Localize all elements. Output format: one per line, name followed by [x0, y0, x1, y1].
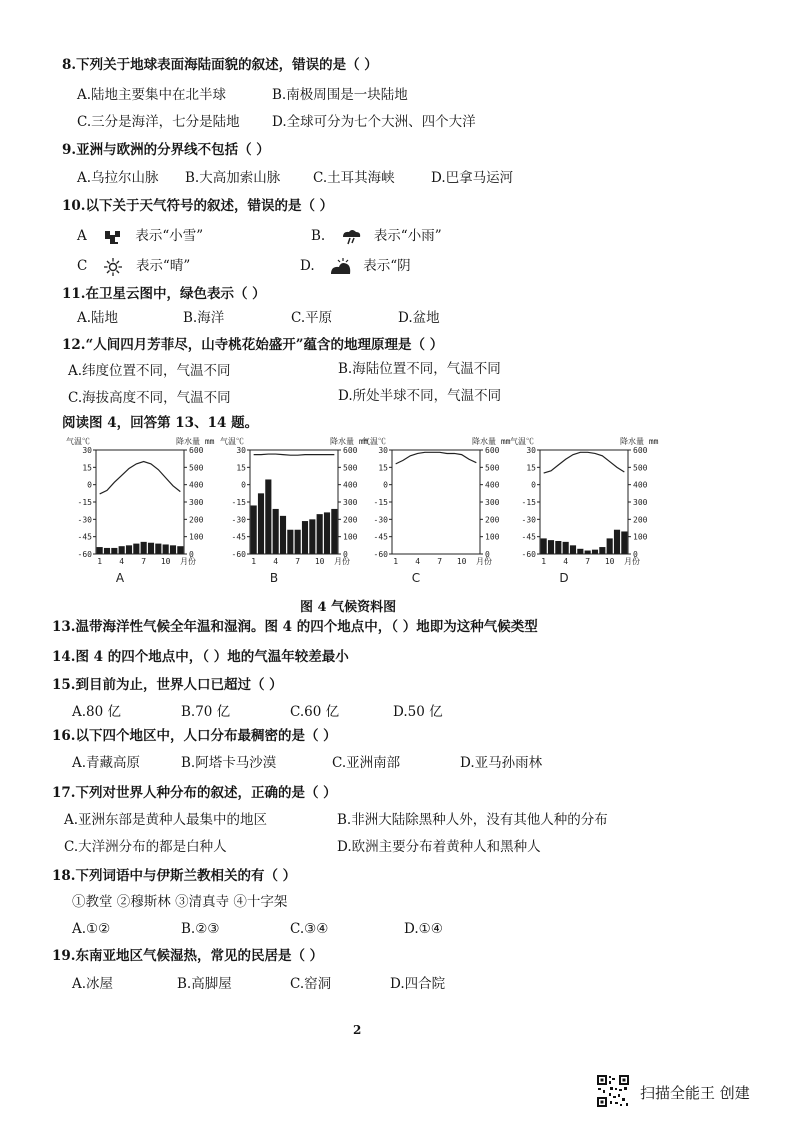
precip-bar [273, 509, 279, 554]
q15-option-b: B.70 亿 [181, 704, 231, 720]
temp-tick-label: -15 [373, 498, 388, 507]
temp-tick-label: -60 [77, 550, 92, 559]
left-axis-title: 气温℃ [362, 437, 386, 446]
precip-bar [621, 531, 627, 554]
temp-tick-label: -30 [231, 515, 246, 525]
month-tick-label: 10 [456, 557, 467, 566]
temp-tick-label: -15 [77, 498, 92, 507]
temp-tick-label: 0 [383, 480, 388, 490]
month-tick-label: 1 [541, 557, 547, 566]
precip-bar [302, 521, 308, 554]
climate-chart-a [66, 432, 215, 586]
precip-tick-label: 600 [189, 446, 204, 455]
month-tick-label: 7 [141, 557, 147, 566]
right-axis-title: 降水量 mm [330, 437, 369, 446]
precip-bar [309, 519, 315, 554]
precip-bar [287, 530, 293, 554]
month-tick-label: 10 [314, 557, 325, 566]
q18-option-d: D.①④ [404, 921, 443, 937]
q16-option-b: B.阿塔卡马沙漠 [181, 755, 277, 771]
chart-letter-label: D [559, 571, 569, 585]
temp-tick-label: 0 [531, 480, 536, 490]
question-18-stem: 18.下列词语中与伊斯兰教相关的有（ ） [52, 868, 297, 884]
month-unit-label: 月份 [624, 557, 640, 566]
q18-items: ①教堂 ②穆斯林 ③清真寺 ④十字架 [72, 894, 288, 910]
temp-tick-label: 15 [82, 463, 92, 473]
precip-bar [133, 544, 139, 554]
temp-tick-label: 0 [241, 480, 246, 490]
temp-tick-label: -60 [521, 550, 536, 559]
q12-option-d: D.所处半球不同，气温不同 [338, 388, 502, 404]
precip-tick-label: 0 [343, 550, 348, 559]
q11-option-c: C.平原 [291, 310, 333, 326]
precip-tick-label: 100 [189, 532, 204, 542]
precip-tick-label: 600 [485, 446, 500, 455]
precip-bar [599, 547, 605, 554]
q17-option-c: C.大洋洲分布的都是白种人 [64, 839, 227, 855]
question-14-stem: 14.图 4 的四个地点中，（ ）地的气温年较差最小 [52, 649, 349, 665]
precip-bar [177, 546, 183, 554]
month-tick-label: 1 [251, 557, 257, 566]
q11-option-a: A.陆地 [77, 310, 119, 326]
precip-bar [111, 548, 117, 554]
q19-option-d: D.四合院 [390, 976, 446, 992]
climate-chart-c [362, 432, 511, 586]
right-axis-title: 降水量 mm [472, 437, 511, 446]
temperature-line [100, 462, 181, 494]
q9-option-a: A.乌拉尔山脉 [77, 170, 159, 186]
rain-cloud-icon [340, 228, 362, 246]
precip-bar [548, 540, 554, 554]
month-tick-label: 7 [585, 557, 591, 566]
precip-bar [317, 514, 323, 554]
question-9-stem: 9.亚洲与欧洲的分界线不包括（ ） [62, 142, 270, 158]
q15-option-c: C.60 亿 [290, 704, 340, 720]
temp-tick-label: -45 [373, 532, 388, 542]
q12-option-b: B.海陆位置不同，气温不同 [338, 361, 501, 377]
precip-tick-label: 400 [343, 480, 358, 490]
temp-tick-label: -15 [231, 498, 246, 507]
precip-bar [555, 541, 561, 554]
month-tick-label: 1 [393, 557, 399, 566]
question-11-stem: 11.在卫星云图中，绿色表示（ ） [62, 286, 266, 302]
temp-tick-label: -30 [77, 515, 92, 525]
question-10-stem: 10.以下关于天气符号的叙述，错误的是（ ） [62, 198, 334, 214]
month-tick-label: 10 [604, 557, 615, 566]
climate-chart-b [220, 432, 369, 586]
precip-tick-label: 100 [633, 532, 648, 542]
precip-bar [155, 544, 161, 554]
temp-tick-label: 30 [526, 446, 536, 455]
precip-bar [295, 530, 301, 554]
month-tick-label: 4 [415, 557, 421, 566]
q10-option-c [77, 257, 190, 276]
q9-option-b: B.大高加索山脉 [185, 170, 281, 186]
temp-tick-label: -60 [231, 550, 246, 559]
precip-tick-label: 200 [633, 515, 648, 525]
precip-bar [119, 546, 125, 554]
temp-tick-label: 0 [87, 480, 92, 490]
temp-tick-label: 15 [526, 463, 536, 473]
qr-code-icon [596, 1074, 630, 1108]
temp-tick-label: -45 [231, 532, 246, 542]
q10-option-d-text: 表示“阴 [363, 258, 411, 274]
q9-option-c: C.土耳其海峡 [313, 170, 395, 186]
precip-bar [570, 545, 576, 554]
month-tick-label: 7 [295, 557, 301, 566]
precip-bar [251, 505, 257, 554]
question-13-stem: 13.温带海洋性气候全年温和湿润。图 4 的四个地点中，（ ）地即为这种气候类型 [52, 619, 538, 635]
precip-bar [258, 493, 264, 554]
precip-bar [331, 509, 337, 554]
temp-tick-label: 30 [378, 446, 388, 455]
precip-tick-label: 200 [485, 515, 500, 525]
precip-tick-label: 400 [485, 480, 500, 490]
q17-option-d: D.欧洲主要分布着黄种人和黑种人 [337, 839, 541, 855]
plot-frame [96, 450, 184, 554]
precip-bar [563, 542, 569, 554]
precip-bar [104, 548, 110, 554]
precip-bar [592, 550, 598, 554]
precip-tick-label: 500 [633, 463, 648, 473]
overcast-icon [329, 258, 351, 276]
right-axis-title: 降水量 mm [620, 437, 659, 446]
q10-option-c-letter: C [77, 258, 88, 274]
precip-tick-label: 300 [189, 498, 204, 507]
chart-letter-label: B [269, 571, 279, 585]
q17-option-a: A.亚洲东部是黄种人最集中的地区 [64, 812, 268, 828]
precip-tick-label: 600 [633, 446, 648, 455]
q18-option-c: C.③④ [290, 921, 329, 937]
q19-option-a: A.冰屋 [72, 976, 114, 992]
precip-bar [141, 542, 147, 554]
left-axis-title: 气温℃ [510, 437, 534, 446]
question-15-stem: 15.到目前为止，世界人口已超过（ ） [52, 677, 283, 693]
precip-bar [163, 544, 169, 554]
temp-tick-label: -60 [373, 550, 388, 559]
q11-option-b: B.海洋 [183, 310, 225, 326]
q16-option-a: A.青藏高原 [72, 755, 141, 771]
precip-tick-label: 400 [189, 480, 204, 490]
q19-option-b: B.高脚屋 [177, 976, 232, 992]
q12-option-a: A.纬度位置不同，气温不同 [68, 363, 231, 379]
precip-bar [324, 512, 330, 554]
precip-tick-label: 100 [343, 532, 358, 542]
question-16-stem: 16.以下四个地区中，人口分布最稠密的是（ ） [52, 728, 337, 744]
q17-option-b: B.非洲大陆除黑种人外，没有其他人种的分布 [337, 812, 608, 828]
left-axis-title: 气温℃ [66, 437, 90, 446]
q16-option-d: D.亚马孙雨林 [460, 755, 543, 771]
temperature-line [544, 452, 625, 473]
q18-option-b: B.②③ [181, 921, 220, 937]
q8-option-c: C.三分是海洋，七分是陆地 [77, 114, 240, 130]
precip-tick-label: 0 [189, 550, 194, 559]
reading-instruction: 阅读图 4，回答第 13、14 题。 [62, 415, 259, 431]
temp-tick-label: 15 [378, 463, 388, 473]
q10-option-b-letter: B. [311, 228, 326, 244]
precip-bar [585, 551, 591, 554]
question-8-stem: 8.下列关于地球表面海陆面貌的叙述，错误的是（ ） [62, 57, 378, 73]
q11-option-d: D.盆地 [398, 310, 440, 326]
q8-option-d: D.全球可分为七个大洲、四个大洋 [272, 114, 476, 130]
footer-watermark: 扫描全能王 创建 [640, 1084, 750, 1102]
precip-tick-label: 200 [343, 515, 358, 525]
q15-option-a: A.80 亿 [72, 704, 122, 720]
snow-icon [101, 228, 123, 246]
month-unit-label: 月份 [476, 557, 492, 566]
month-unit-label: 月份 [180, 557, 196, 566]
q10-option-c-text: 表示“晴” [135, 258, 191, 274]
q10-option-d [300, 257, 411, 276]
precip-tick-label: 300 [343, 498, 358, 507]
month-tick-label: 1 [97, 557, 103, 566]
temp-tick-label: 30 [236, 446, 246, 455]
temperature-line [254, 454, 335, 455]
q10-option-a-letter: A [77, 228, 87, 244]
precip-bar [265, 479, 271, 554]
precip-tick-label: 0 [485, 550, 490, 559]
precip-bar [607, 538, 613, 554]
temp-tick-label: -30 [373, 515, 388, 525]
question-17-stem: 17.下列对世界人种分布的叙述，正确的是（ ） [52, 785, 337, 801]
q10-option-d-letter: D. [300, 258, 315, 274]
precip-bar [541, 538, 547, 554]
precip-bar [148, 543, 154, 554]
precip-tick-label: 600 [343, 446, 358, 455]
precip-bar [280, 516, 286, 554]
temp-tick-label: 30 [82, 446, 92, 455]
q10-option-a-text: 表示“小雪” [135, 228, 204, 244]
month-tick-label: 4 [273, 557, 279, 566]
left-axis-title: 气温℃ [220, 437, 244, 446]
temp-tick-label: 15 [236, 463, 246, 473]
temperature-line [396, 452, 477, 464]
month-tick-label: 7 [437, 557, 443, 566]
right-axis-title: 降水量 mm [176, 437, 215, 446]
month-tick-label: 4 [119, 557, 125, 566]
month-tick-label: 10 [160, 557, 171, 566]
precip-bar [577, 549, 583, 554]
precip-tick-label: 500 [343, 463, 358, 473]
q16-option-c: C.亚洲南部 [332, 755, 401, 771]
precip-tick-label: 500 [485, 463, 500, 473]
figure-caption: 图 4 气候资料图 [300, 600, 397, 615]
q12-option-c: C.海拔高度不同，气温不同 [68, 390, 231, 406]
q8-option-b: B.南极周围是一块陆地 [272, 87, 408, 103]
chart-letter-label: C [411, 571, 421, 585]
precip-bar [97, 547, 103, 554]
temp-tick-label: -15 [521, 498, 536, 507]
sun-icon [102, 258, 124, 276]
precip-tick-label: 400 [633, 480, 648, 490]
q9-option-d: D.巴拿马运河 [431, 170, 514, 186]
precip-bar [170, 545, 176, 554]
month-tick-label: 4 [563, 557, 569, 566]
question-12-stem: 12.“人间四月芳菲尽，山寺桃花始盛开”蕴含的地理原理是（ ） [62, 337, 444, 353]
q19-option-c: C.窑洞 [290, 976, 332, 992]
plot-frame [392, 450, 480, 554]
q10-option-b-text: 表示“小雨” [373, 228, 442, 244]
question-19-stem: 19.东南亚地区气候湿热，常见的民居是（ ） [52, 948, 324, 964]
precip-tick-label: 0 [633, 550, 638, 559]
precip-tick-label: 200 [189, 515, 204, 525]
page-number: 2 [353, 1023, 362, 1037]
precip-bar [614, 530, 620, 554]
q10-option-a [77, 227, 203, 246]
precip-tick-label: 100 [485, 532, 500, 542]
temp-tick-label: -30 [521, 515, 536, 525]
q8-option-a: A.陆地主要集中在北半球 [77, 87, 227, 103]
precip-bar [126, 545, 132, 554]
climate-chart-d [510, 432, 659, 586]
month-unit-label: 月份 [334, 557, 350, 566]
q10-option-b [311, 227, 442, 246]
precip-tick-label: 300 [485, 498, 500, 507]
q18-option-a: A.①② [72, 921, 111, 937]
temp-tick-label: -45 [521, 532, 536, 542]
chart-letter-label: A [115, 571, 125, 585]
q15-option-d: D.50 亿 [393, 704, 443, 720]
precip-tick-label: 300 [633, 498, 648, 507]
precip-tick-label: 500 [189, 463, 204, 473]
temp-tick-label: -45 [77, 532, 92, 542]
